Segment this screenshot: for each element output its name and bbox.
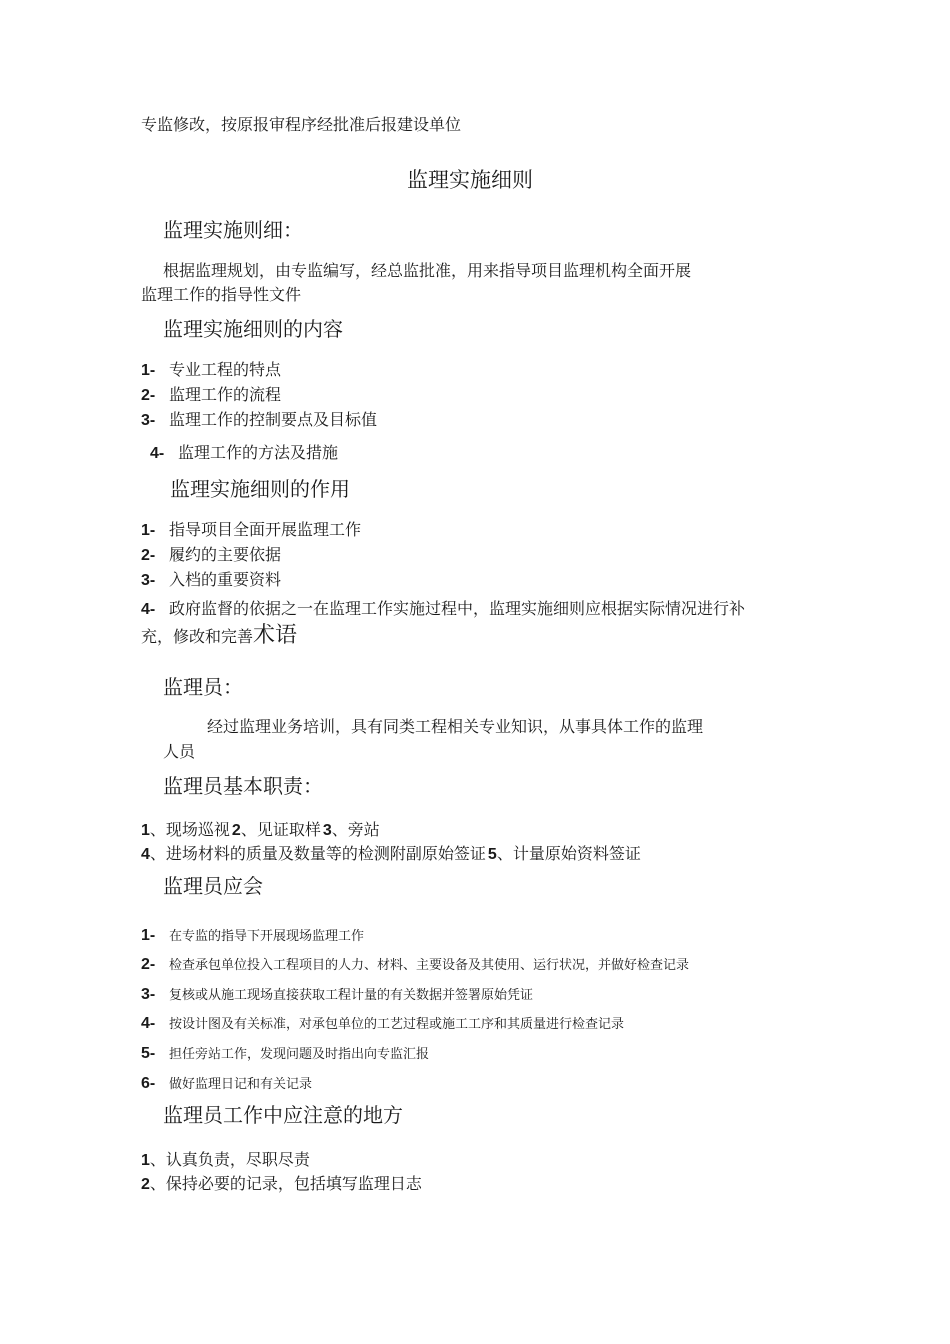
list-number: 1- <box>141 522 156 539</box>
list-number: 3- <box>141 572 156 589</box>
list-text: 复核或从施工现场直接获取工程计量的有关数据并签署原始凭证 <box>169 988 534 1003</box>
list-item <box>141 927 364 944</box>
supervisor-para-line-1: 经过监理业务培训，具有同类工程相关专业知识，从事具体工作的监理 <box>207 717 704 736</box>
list-text: 做好监理日记和有关记录 <box>169 1077 313 1092</box>
list-number: 5- <box>141 1045 156 1062</box>
duty-number: 3 <box>322 822 332 839</box>
duty-number: 2 <box>231 822 241 839</box>
list-text: 、保持必要的记录，包括填写监理日志 <box>149 1174 422 1193</box>
section-heading-definition: 监理实施则细： <box>163 218 303 242</box>
list-item <box>141 956 689 973</box>
list-text: 、认真负责，尽职尽责 <box>149 1150 310 1169</box>
definition-para-line-2: 监理工作的指导性文件 <box>141 285 302 304</box>
list-item <box>141 1045 429 1062</box>
list-text: 监理工作的控制要点及目标值 <box>169 410 378 429</box>
list-item <box>141 412 377 429</box>
section-heading-notes: 监理员工作中应注意的地方 <box>163 1103 403 1127</box>
duty-text: 、进场材料的质量及数量等的检测附副原始签证 <box>149 844 486 863</box>
duty-text: 、旁站 <box>331 820 380 839</box>
list-item <box>150 445 338 462</box>
glossary-term: 术语 <box>253 623 298 648</box>
list-text: 监理工作的方法及措施 <box>178 443 339 462</box>
list-text: 入档的重要资料 <box>169 570 282 589</box>
list-item <box>141 572 281 589</box>
list-item <box>141 986 533 1003</box>
list-number: 1- <box>141 362 156 379</box>
list-text: 监理工作的流程 <box>169 385 282 404</box>
list-number: 2 <box>141 1176 150 1193</box>
list-text: 按设计图及有关标准，对承包单位的工艺过程或施工工序和其质量进行检查记录 <box>169 1017 625 1032</box>
list-item <box>141 362 281 379</box>
doc-title: 监理实施细则 <box>407 168 533 192</box>
list-number: 1 <box>141 1152 150 1169</box>
list-number: 2- <box>141 956 156 973</box>
list-number: 4- <box>141 601 156 618</box>
list-text: 专业工程的特点 <box>169 360 282 379</box>
list-text: 指导项目全面开展监理工作 <box>169 520 362 539</box>
list-item <box>141 1176 422 1193</box>
section-heading-duties: 监理员基本职责： <box>163 774 323 798</box>
list-number: 2- <box>141 387 156 404</box>
purpose-continuation <box>141 625 297 647</box>
duty-text: 、现场巡视 <box>149 820 230 839</box>
list-number: 1- <box>141 927 156 944</box>
list-text: 在专监的指导下开展现场监理工作 <box>169 929 365 944</box>
list-number: 3- <box>141 412 156 429</box>
duties-line-2 <box>141 846 641 863</box>
duty-text: 、计量原始资料签证 <box>496 844 641 863</box>
list-item <box>141 1015 624 1032</box>
duty-number: 1 <box>141 822 150 839</box>
list-text: 检查承包单位投入工程项目的人力、材料、主要设备及其使用、运行状况，并做好检查记录 <box>169 958 690 973</box>
duty-number: 5 <box>487 846 497 863</box>
list-item <box>141 387 281 404</box>
duty-text: 、见证取样 <box>240 820 321 839</box>
list-item <box>141 522 361 539</box>
definition-para-line-1: 根据监理规划，由专监编写，经总监批准，用来指导项目监理机构全面开展 <box>163 261 692 280</box>
section-heading-purpose: 监理实施细则的作用 <box>170 477 350 501</box>
list-number: 4- <box>150 445 165 462</box>
list-number: 6- <box>141 1075 156 1092</box>
list-item <box>141 1075 312 1092</box>
list-item <box>141 1152 310 1169</box>
list-number: 3- <box>141 986 156 1003</box>
continuation-text: 充，修改和完善 <box>141 627 254 646</box>
list-item <box>141 601 745 618</box>
section-heading-contents: 监理实施细则的内容 <box>163 317 343 341</box>
top-line: 专监修改，按原报审程序经批准后报建设单位 <box>141 115 462 134</box>
section-heading-skills: 监理员应会 <box>163 874 263 898</box>
supervisor-para-line-2: 人员 <box>163 742 196 761</box>
list-number: 4- <box>141 1015 156 1032</box>
duty-number: 4 <box>141 846 150 863</box>
list-text: 担任旁站工作，发现问题及时指出向专监汇报 <box>169 1047 430 1062</box>
list-number: 2- <box>141 547 156 564</box>
list-text: 政府监督的依据之一在监理工作实施过程中，监理实施细则应根据实际情况进行补 <box>169 599 746 618</box>
list-text: 履约的主要依据 <box>169 545 282 564</box>
list-item <box>141 547 281 564</box>
duties-line-1 <box>141 822 380 839</box>
section-heading-supervisor: 监理员： <box>163 675 243 699</box>
